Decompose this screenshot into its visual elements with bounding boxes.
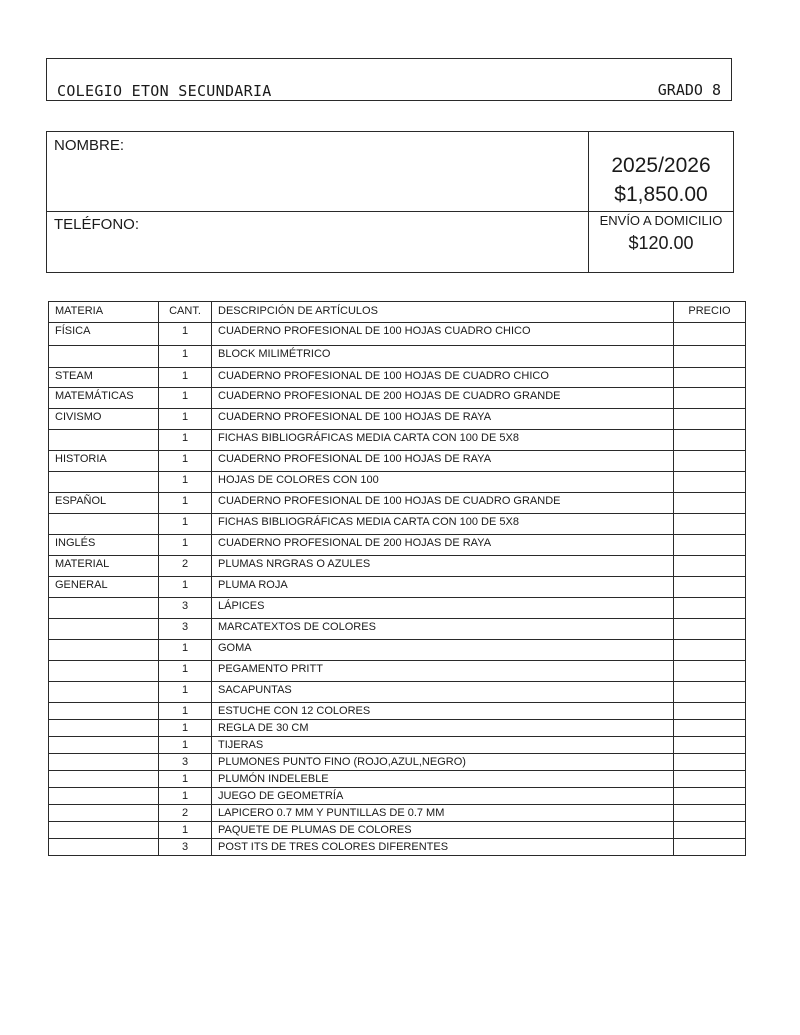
table-row: [49, 703, 746, 720]
cell-subject: ESPAÑOL: [49, 493, 159, 514]
table-row: [49, 430, 746, 451]
cell-qty: 1: [159, 409, 212, 430]
cell-description: FICHAS BIBLIOGRÁFICAS MEDIA CARTA CON 100 DE 5X8: [212, 430, 674, 451]
cell-description: CUADERNO PROFESIONAL DE 100 HOJAS CUADRO CHICO: [212, 323, 674, 346]
cell-qty: 1: [159, 788, 212, 805]
cell-qty: 1: [159, 577, 212, 598]
table-row: [49, 514, 746, 535]
cell-subject: [49, 822, 159, 839]
cell-qty: 2: [159, 556, 212, 577]
table-row: [49, 640, 746, 661]
school-year: 2025/2026: [611, 154, 711, 177]
cell-qty: 1: [159, 822, 212, 839]
column-header-subject: MATERIA: [49, 302, 159, 323]
cell-description: POST ITS DE TRES COLORES DIFERENTES: [212, 839, 674, 856]
cell-qty: 1: [159, 682, 212, 703]
cell-subject: MATERIAL: [49, 556, 159, 577]
cell-price: [674, 598, 746, 619]
cell-subject: [49, 598, 159, 619]
table-row: [49, 556, 746, 577]
cell-qty: 1: [159, 661, 212, 682]
cell-qty: 1: [159, 430, 212, 451]
table-row: [49, 451, 746, 472]
table-row: [49, 577, 746, 598]
cell-price: [674, 577, 746, 598]
cell-subject: [49, 805, 159, 822]
name-field-label: NOMBRE:: [54, 137, 125, 154]
supplies-table: [48, 301, 746, 856]
cell-description: PLUMÓN INDELEBLE: [212, 771, 674, 788]
cell-subject: GENERAL: [49, 577, 159, 598]
cell-qty: 1: [159, 323, 212, 346]
table-row: [49, 368, 746, 388]
cell-description: PAQUETE DE PLUMAS DE COLORES: [212, 822, 674, 839]
table-row: [49, 493, 746, 514]
table-row: [49, 323, 746, 346]
cell-qty: 1: [159, 493, 212, 514]
cell-price: [674, 619, 746, 640]
cell-qty: 1: [159, 720, 212, 737]
cell-qty: 2: [159, 805, 212, 822]
cell-subject: [49, 514, 159, 535]
cell-qty: 3: [159, 754, 212, 771]
cell-price: [674, 682, 746, 703]
cell-description: TIJERAS: [212, 737, 674, 754]
cell-subject: STEAM: [49, 368, 159, 388]
cell-description: PLUMA ROJA: [212, 577, 674, 598]
cell-price: [674, 535, 746, 556]
cell-subject: INGLÉS: [49, 535, 159, 556]
cell-qty: 3: [159, 619, 212, 640]
cell-qty: 1: [159, 472, 212, 493]
cell-subject: [49, 661, 159, 682]
cell-price: [674, 451, 746, 472]
cell-description: MARCATEXTOS DE COLORES: [212, 619, 674, 640]
table-header-row: [49, 302, 746, 323]
student-info-box: [46, 131, 734, 273]
cell-price: [674, 703, 746, 720]
table-row: [49, 771, 746, 788]
cell-description: HOJAS DE COLORES CON 100: [212, 472, 674, 493]
cell-qty: 1: [159, 451, 212, 472]
cell-price: [674, 346, 746, 368]
cell-price: [674, 323, 746, 346]
cell-subject: [49, 640, 159, 661]
cell-price: [674, 472, 746, 493]
cell-description: SACAPUNTAS: [212, 682, 674, 703]
table-row: [49, 661, 746, 682]
cell-description: CUADERNO PROFESIONAL DE 200 HOJAS DE RAYA: [212, 535, 674, 556]
table-row: [49, 388, 746, 409]
cell-subject: [49, 788, 159, 805]
table-row: [49, 346, 746, 368]
cell-subject: [49, 839, 159, 856]
cell-description: CUADERNO PROFESIONAL DE 200 HOJAS DE CUADRO GRANDE: [212, 388, 674, 409]
shipping-price: $120.00: [628, 233, 694, 253]
cell-description: CUADERNO PROFESIONAL DE 100 HOJAS DE RAYA: [212, 409, 674, 430]
cell-price: [674, 430, 746, 451]
cell-description: CUADERNO PROFESIONAL DE 100 HOJAS DE CUADRO GRANDE: [212, 493, 674, 514]
cell-description: LAPICERO 0.7 MM Y PUNTILLAS DE 0.7 MM: [212, 805, 674, 822]
cell-price: [674, 514, 746, 535]
cell-qty: 1: [159, 640, 212, 661]
cell-description: PEGAMENTO PRITT: [212, 661, 674, 682]
cell-price: [674, 388, 746, 409]
cell-qty: 1: [159, 514, 212, 535]
cell-description: CUADERNO PROFESIONAL DE 100 HOJAS DE CUADRO CHICO: [212, 368, 674, 388]
table-row: [49, 682, 746, 703]
table-row: [49, 754, 746, 771]
cell-subject: [49, 771, 159, 788]
cell-price: [674, 409, 746, 430]
cell-description: JUEGO DE GEOMETRÍA: [212, 788, 674, 805]
cell-subject: HISTORIA: [49, 451, 159, 472]
cell-description: FICHAS BIBLIOGRÁFICAS MEDIA CARTA CON 100 DE 5X8: [212, 514, 674, 535]
cell-price: [674, 368, 746, 388]
cell-price: [674, 788, 746, 805]
cell-price: [674, 822, 746, 839]
cell-price: [674, 839, 746, 856]
cell-price: [674, 737, 746, 754]
cell-price: [674, 754, 746, 771]
cell-subject: [49, 720, 159, 737]
cell-subject: [49, 737, 159, 754]
cell-description: LÁPICES: [212, 598, 674, 619]
cell-qty: 1: [159, 703, 212, 720]
table-row: [49, 737, 746, 754]
table-row: [49, 805, 746, 822]
column-header-price: PRECIO: [674, 302, 746, 323]
cell-description: BLOCK MILIMÉTRICO: [212, 346, 674, 368]
cell-subject: [49, 682, 159, 703]
cell-qty: 3: [159, 598, 212, 619]
cell-subject: [49, 346, 159, 368]
cell-qty: 1: [159, 368, 212, 388]
package-price: $1,850.00: [614, 183, 708, 206]
cell-price: [674, 661, 746, 682]
cell-price: [674, 493, 746, 514]
table-row: [49, 409, 746, 430]
table-row: [49, 598, 746, 619]
cell-description: GOMA: [212, 640, 674, 661]
cell-subject: MATEMÁTICAS: [49, 388, 159, 409]
cell-subject: [49, 754, 159, 771]
cell-description: PLUMONES PUNTO FINO (ROJO,AZUL,NEGRO): [212, 754, 674, 771]
cell-qty: 1: [159, 535, 212, 556]
cell-price: [674, 720, 746, 737]
info-divider-horizontal: [47, 211, 733, 212]
cell-qty: 3: [159, 839, 212, 856]
cell-subject: [49, 703, 159, 720]
shipping-label: ENVÍO A DOMICILIO: [599, 213, 723, 228]
column-header-qty: CANT.: [159, 302, 212, 323]
cell-subject: CIVISMO: [49, 409, 159, 430]
grade-label: GRADO 8: [657, 81, 721, 99]
cell-description: REGLA DE 30 CM: [212, 720, 674, 737]
table-row: [49, 472, 746, 493]
school-header: [46, 58, 732, 101]
column-header-description: DESCRIPCIÓN DE ARTÍCULOS: [212, 302, 674, 323]
cell-price: [674, 556, 746, 577]
cell-price: [674, 771, 746, 788]
table-row: [49, 720, 746, 737]
table-row: [49, 839, 746, 856]
cell-description: ESTUCHE CON 12 COLORES: [212, 703, 674, 720]
table-row: [49, 822, 746, 839]
cell-subject: FÍSICA: [49, 323, 159, 346]
phone-field-label: TELÉFONO:: [54, 216, 140, 233]
table-row: [49, 535, 746, 556]
cell-description: PLUMAS NRGRAS O AZULES: [212, 556, 674, 577]
cell-price: [674, 805, 746, 822]
cell-qty: 1: [159, 771, 212, 788]
cell-subject: [49, 472, 159, 493]
cell-description: CUADERNO PROFESIONAL DE 100 HOJAS DE RAYA: [212, 451, 674, 472]
table-row: [49, 619, 746, 640]
cell-qty: 1: [159, 388, 212, 409]
cell-qty: 1: [159, 737, 212, 754]
cell-qty: 1: [159, 346, 212, 368]
school-name: COLEGIO ETON SECUNDARIA: [57, 82, 272, 100]
table-row: [49, 788, 746, 805]
cell-price: [674, 640, 746, 661]
cell-subject: [49, 430, 159, 451]
cell-subject: [49, 619, 159, 640]
